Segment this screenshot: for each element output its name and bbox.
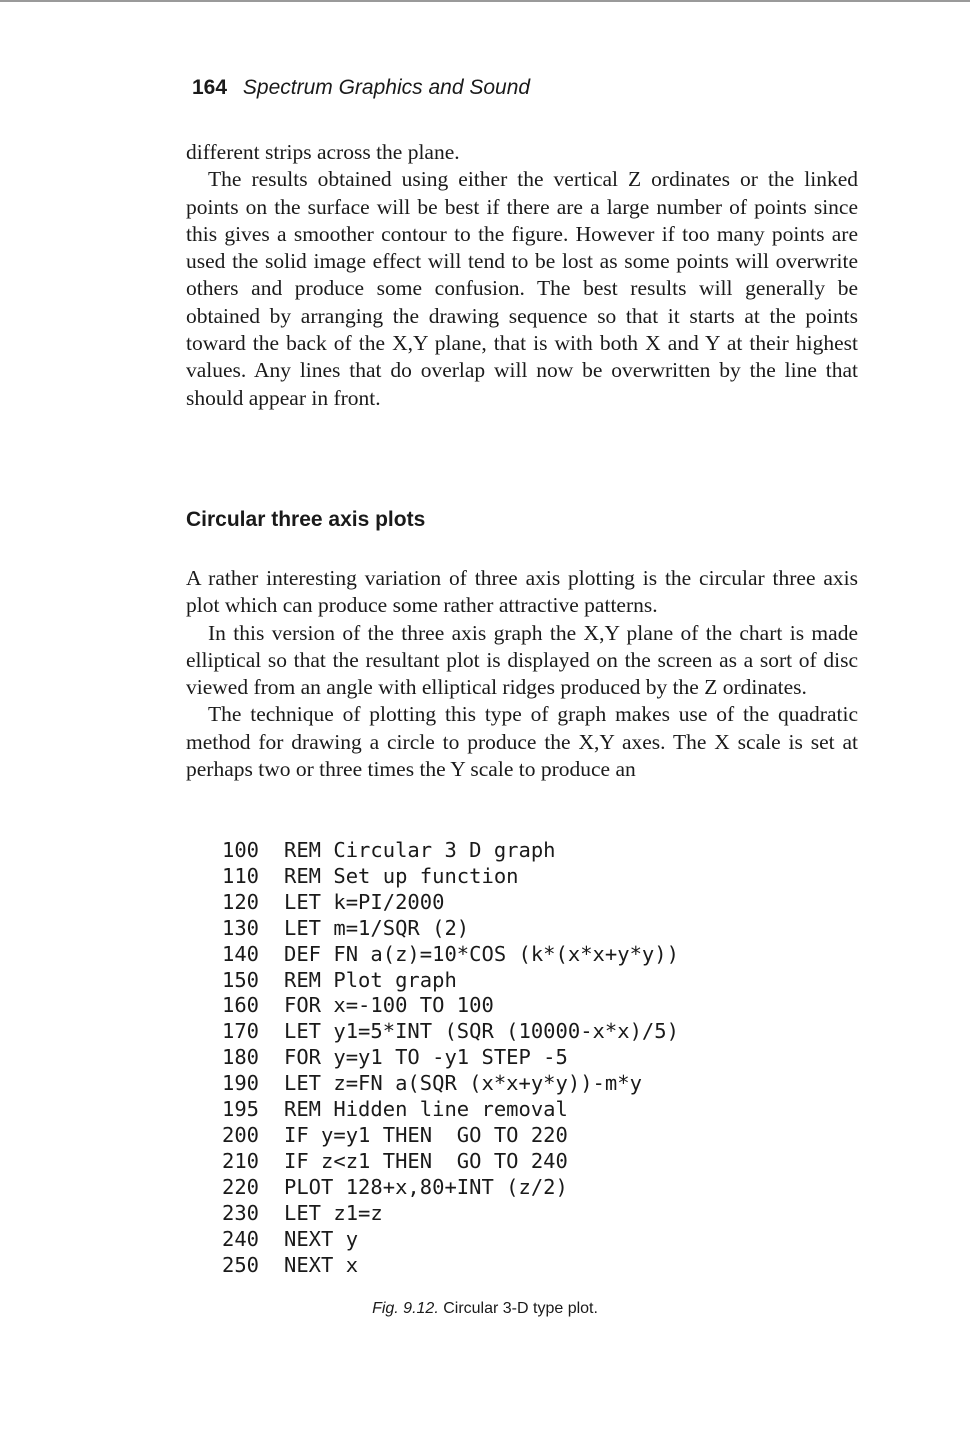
code-line bbox=[222, 1253, 679, 1279]
code-line bbox=[222, 1149, 679, 1175]
line-code: LET z1=z bbox=[284, 1200, 383, 1225]
paragraph: In this version of the three axis graph the X,Y plane of the chart is made elliptical so that the resultant plot is displayed on the screen as a sort of disc viewed from an angle with elliptical ridges produced by the Z ordinates. bbox=[186, 620, 858, 700]
line-number: 160 bbox=[222, 993, 260, 1018]
body-text-section bbox=[186, 565, 858, 783]
line-code: REM Hidden line removal bbox=[284, 1097, 568, 1122]
line-number: 120 bbox=[222, 889, 260, 914]
code-line bbox=[222, 1045, 679, 1071]
line-code: LET m=1/SQR (2) bbox=[284, 915, 470, 940]
code-line bbox=[222, 1227, 679, 1253]
line-number: 250 bbox=[222, 1252, 260, 1277]
line-code: NEXT y bbox=[284, 1226, 359, 1251]
code-line bbox=[222, 1097, 679, 1123]
line-code: IF y=y1 THEN GO TO 220 bbox=[284, 1122, 568, 1147]
line-number: 100 bbox=[222, 838, 260, 862]
line-number: 210 bbox=[222, 1148, 260, 1173]
line-number: 110 bbox=[222, 863, 260, 888]
code-line bbox=[222, 993, 679, 1019]
figure-caption-text: Circular 3-D type plot. bbox=[443, 1300, 598, 1317]
line-number: 230 bbox=[222, 1200, 260, 1225]
code-line bbox=[222, 1123, 679, 1149]
code-line bbox=[222, 864, 679, 890]
paragraph: different strips across the plane. bbox=[186, 140, 460, 164]
line-number: 240 bbox=[222, 1226, 260, 1251]
line-code: PLOT 128+x,80+INT (z/2) bbox=[284, 1174, 568, 1199]
code-line bbox=[222, 1201, 679, 1227]
code-line bbox=[222, 1175, 679, 1201]
line-number: 170 bbox=[222, 1019, 260, 1044]
line-number: 180 bbox=[222, 1045, 260, 1070]
line-number: 195 bbox=[222, 1097, 260, 1122]
line-code: LET y1=5*INT (SQR (10000-x*x)/5) bbox=[284, 1019, 679, 1044]
paragraph: A rather interesting variation of three axis plotting is the circular three axis plot which can produce some rather attractive patterns. bbox=[186, 566, 858, 618]
line-code: REM Set up function bbox=[284, 863, 519, 888]
line-code: REM Circular 3 D graph bbox=[284, 838, 556, 862]
line-number: 220 bbox=[222, 1174, 260, 1199]
figure-label: Fig. 9.12. bbox=[372, 1300, 439, 1317]
line-code: REM Plot graph bbox=[284, 967, 457, 992]
page-number: 164 bbox=[192, 76, 228, 99]
line-number: 140 bbox=[222, 941, 260, 966]
top-border-rule bbox=[0, 0, 970, 2]
code-line bbox=[222, 1019, 679, 1045]
line-code: IF z<z1 THEN GO TO 240 bbox=[284, 1148, 568, 1173]
line-code: NEXT x bbox=[284, 1252, 359, 1277]
book-title: Spectrum Graphics and Sound bbox=[242, 76, 531, 99]
line-code: FOR x=-100 TO 100 bbox=[284, 993, 494, 1018]
line-number: 190 bbox=[222, 1071, 260, 1096]
code-line bbox=[222, 968, 679, 994]
running-head bbox=[192, 76, 530, 100]
line-number: 130 bbox=[222, 915, 260, 940]
line-code: LET z=FN a(SQR (x*x+y*y))-m*y bbox=[284, 1071, 642, 1096]
line-code: LET k=PI/2000 bbox=[284, 889, 445, 914]
code-line bbox=[222, 1071, 679, 1097]
section-heading: Circular three axis plots bbox=[186, 508, 426, 531]
code-line bbox=[222, 890, 679, 916]
code-line bbox=[222, 942, 679, 968]
paragraph: The results obtained using either the vertical Z ordinates or the linked points on the surface will be best if there are a large number of points since this gives a smoother contour to the figure. However if too many points are used the solid image effect will tend to be lost as some points will overwrite others and produce some confusion. The best results will generally be obtained by arranging the drawing sequence so that it starts at the points toward the back of the X,Y plane, that is with both X and Y at their highest values. Any lines that do overlap will now be overwritten by the line that should appear in front. bbox=[186, 167, 858, 410]
code-line bbox=[222, 838, 679, 864]
line-number: 200 bbox=[222, 1122, 260, 1147]
code-line bbox=[222, 916, 679, 942]
paragraph: The technique of plotting this type of graph makes use of the quadratic method for drawing a circle to produce the X,Y axes. The X scale is set at perhaps two or three times the Y scale to produce an bbox=[186, 702, 858, 782]
body-text-top bbox=[186, 139, 858, 412]
line-code: DEF FN a(z)=10*COS (k*(x*x+y*y)) bbox=[284, 941, 679, 966]
line-number: 150 bbox=[222, 967, 260, 992]
program-listing bbox=[222, 838, 679, 1278]
line-code: FOR y=y1 TO -y1 STEP -5 bbox=[284, 1045, 568, 1070]
figure-caption bbox=[0, 1300, 970, 1318]
